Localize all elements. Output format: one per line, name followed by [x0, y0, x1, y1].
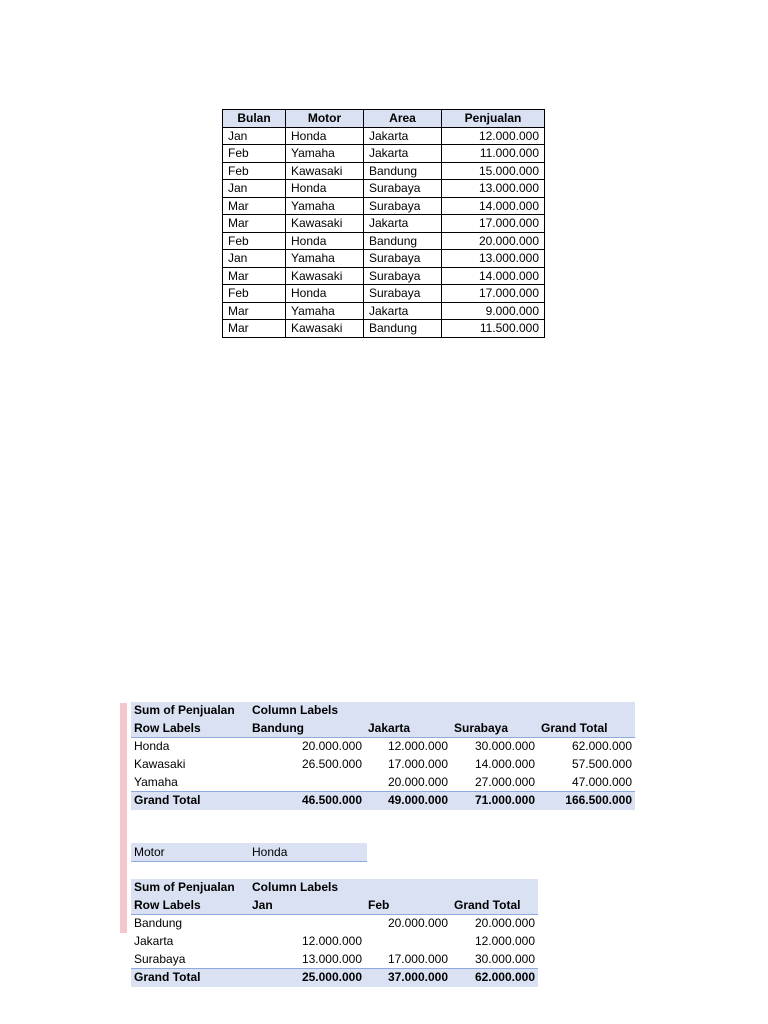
table-row	[223, 197, 545, 215]
cell-penjualan[interactable]: 17.000.000	[442, 215, 545, 233]
cell-penjualan[interactable]: 13.000.000	[442, 180, 545, 198]
pivot-value[interactable]: 20.000.000	[474, 916, 535, 931]
cell-penjualan[interactable]: 11.500.000	[442, 320, 545, 338]
pivot-table-area	[131, 702, 635, 810]
cell-motor[interactable]: Honda	[286, 232, 364, 250]
pivot-value[interactable]	[249, 915, 365, 933]
cell-area[interactable]: Surabaya	[364, 285, 442, 303]
pivot-header-row	[131, 879, 538, 897]
pivot-value[interactable]: 20.000.000	[387, 774, 448, 789]
pivot-total-value[interactable]: 166.500.000	[538, 791, 635, 809]
pivot-value[interactable]: 20.000.000	[301, 739, 362, 754]
cell-bulan[interactable]: Mar	[223, 302, 286, 320]
pivot-value[interactable]: 30.000.000	[474, 951, 535, 966]
header-bulan[interactable]: Bulan	[223, 110, 286, 128]
cell-area[interactable]: Surabaya	[364, 267, 442, 285]
cell-motor[interactable]: Yamaha	[286, 145, 364, 163]
cell-area[interactable]: Bandung	[364, 320, 442, 338]
pivot-row	[131, 950, 538, 968]
filter-value-dropdown[interactable]: Honda	[249, 843, 367, 862]
pivot-row-labels[interactable]: Row Labels	[131, 720, 249, 738]
cell-bulan[interactable]: Feb	[223, 285, 286, 303]
pivot-column-labels[interactable]: Column Labels	[249, 879, 365, 897]
pivot-header-row	[131, 702, 635, 720]
pivot-column-header-row	[131, 897, 538, 915]
cell-area[interactable]: Surabaya	[364, 180, 442, 198]
pivot-value[interactable]: 14.000.000	[474, 757, 535, 772]
cell-area[interactable]: Surabaya	[364, 197, 442, 215]
pivot-grand-total-row	[131, 791, 635, 809]
pivot-value[interactable]: 30.000.000	[474, 739, 535, 754]
cell-motor[interactable]: Kawasaki	[286, 162, 364, 180]
cell-penjualan[interactable]: 17.000.000	[442, 285, 545, 303]
pivot-row-label[interactable]: Kawasaki	[134, 757, 186, 772]
cell-area[interactable]: Surabaya	[364, 250, 442, 268]
pivot-row-label[interactable]: Yamaha	[134, 774, 178, 789]
pivot-value[interactable]: 17.000.000	[387, 951, 448, 966]
cell-penjualan[interactable]: 12.000.000	[442, 127, 545, 145]
pivot-row	[131, 738, 635, 756]
cell-motor[interactable]: Honda	[286, 127, 364, 145]
cell-penjualan[interactable]: 9.000.000	[442, 302, 545, 320]
table-row	[223, 180, 545, 198]
cell-bulan[interactable]: Feb	[223, 232, 286, 250]
pivot-row	[131, 933, 538, 951]
cell-penjualan[interactable]: 20.000.000	[442, 232, 545, 250]
pivot-value[interactable]: 12.000.000	[387, 739, 448, 754]
header-motor[interactable]: Motor	[286, 110, 364, 128]
pivot-empty-cell[interactable]	[538, 702, 635, 720]
cell-bulan[interactable]: Mar	[223, 267, 286, 285]
cell-penjualan[interactable]: 14.000.000	[442, 197, 545, 215]
pivot-total-value[interactable]: 46.500.000	[249, 791, 365, 809]
cell-area[interactable]: Jakarta	[364, 127, 442, 145]
pivot-column-labels[interactable]: Column Labels	[249, 702, 365, 720]
table-row	[223, 267, 545, 285]
pivot-table-month	[131, 879, 538, 987]
header-penjualan[interactable]: Penjualan	[442, 110, 545, 128]
cell-motor[interactable]: Yamaha	[286, 197, 364, 215]
table-row	[223, 302, 545, 320]
cell-motor[interactable]: Honda	[286, 180, 364, 198]
pivot-total-value[interactable]: 71.000.000	[451, 791, 538, 809]
pivot-col-jakarta[interactable]: Jakarta	[365, 720, 451, 738]
pivot-grand-total-row	[131, 968, 538, 986]
cell-area[interactable]: Jakarta	[364, 145, 442, 163]
pivot-empty-cell[interactable]	[365, 702, 451, 720]
cell-motor[interactable]: Kawasaki	[286, 267, 364, 285]
pivot-empty-cell[interactable]	[365, 879, 451, 897]
pivot-row-label[interactable]: Jakarta	[134, 934, 174, 949]
cell-bulan[interactable]: Mar	[223, 320, 286, 338]
pivot-grand-total-label[interactable]: Grand Total	[131, 791, 249, 809]
pivot-value-label[interactable]: Sum of Penjualan	[131, 879, 249, 897]
cell-area[interactable]: Bandung	[364, 232, 442, 250]
cell-area[interactable]: Jakarta	[364, 302, 442, 320]
pivot-value[interactable]: 26.500.000	[301, 757, 362, 772]
pivot-empty-cell[interactable]	[451, 702, 538, 720]
pivot-total-value[interactable]: 62.000.000	[451, 968, 538, 986]
cell-motor[interactable]: Yamaha	[286, 302, 364, 320]
pivot-total-value[interactable]: 25.000.000	[249, 968, 365, 986]
table-row	[223, 215, 545, 233]
cell-motor[interactable]: Kawasaki	[286, 215, 364, 233]
pivot-row	[131, 773, 635, 791]
cell-penjualan[interactable]: 11.000.000	[442, 145, 545, 163]
pivot-value[interactable]	[249, 773, 365, 791]
selection-marker	[120, 703, 127, 933]
pivot-value[interactable]: 17.000.000	[387, 757, 448, 772]
cell-motor[interactable]: Honda	[286, 285, 364, 303]
pivot-col-surabaya[interactable]: Surabaya	[451, 720, 538, 738]
source-header-row	[223, 110, 545, 128]
cell-bulan[interactable]: Feb	[223, 162, 286, 180]
table-row	[223, 145, 545, 163]
table-row	[223, 162, 545, 180]
table-row	[223, 285, 545, 303]
cell-motor[interactable]: Kawasaki	[286, 320, 364, 338]
pivot-col-grand-total[interactable]: Grand Total	[538, 720, 635, 738]
table-row	[223, 320, 545, 338]
pivot-row-label[interactable]: Bandung	[134, 916, 183, 931]
pivot-value[interactable]: 13.000.000	[301, 951, 362, 966]
cell-bulan[interactable]: Jan	[223, 250, 286, 268]
pivot-row-labels[interactable]: Row Labels	[131, 897, 249, 915]
cell-bulan[interactable]: Feb	[223, 145, 286, 163]
filter-row	[131, 843, 367, 862]
pivot-row-label[interactable]: Honda	[134, 739, 170, 754]
pivot-row	[131, 756, 635, 774]
pivot-value[interactable]: 57.500.000	[571, 757, 632, 772]
header-area[interactable]: Area	[364, 110, 442, 128]
pivot-value[interactable]: 47.000.000	[571, 774, 632, 789]
cell-penjualan[interactable]: 14.000.000	[442, 267, 545, 285]
pivot-col-jan[interactable]: Jan	[249, 897, 365, 915]
pivot-empty-cell[interactable]	[451, 879, 538, 897]
cell-penjualan[interactable]: 15.000.000	[442, 162, 545, 180]
pivot-row-label[interactable]: Surabaya	[134, 951, 186, 966]
table-row	[223, 232, 545, 250]
pivot-value[interactable]: 12.000.000	[301, 934, 362, 949]
cell-bulan[interactable]: Mar	[223, 197, 286, 215]
pivot-col-feb[interactable]: Feb	[365, 897, 451, 915]
pivot-column-header-row	[131, 720, 635, 738]
pivot-col-grand-total[interactable]: Grand Total	[451, 897, 538, 915]
pivot-col-bandung[interactable]: Bandung	[249, 720, 365, 738]
pivot-value[interactable]: 27.000.000	[474, 774, 535, 789]
pivot-total-value[interactable]: 37.000.000	[365, 968, 451, 986]
pivot-value[interactable]: 12.000.000	[474, 934, 535, 949]
source-data-table	[222, 109, 545, 338]
pivot-grand-total-label[interactable]: Grand Total	[131, 968, 249, 986]
cell-bulan[interactable]: Jan	[223, 127, 286, 145]
cell-motor[interactable]: Yamaha	[286, 250, 364, 268]
pivot-value-label[interactable]: Sum of Penjualan	[131, 702, 249, 720]
pivot-filter	[131, 843, 367, 862]
cell-penjualan[interactable]: 13.000.000	[442, 250, 545, 268]
pivot-value[interactable]: 62.000.000	[571, 739, 632, 754]
pivot-value[interactable]	[365, 933, 451, 951]
pivot-total-value[interactable]: 49.000.000	[365, 791, 451, 809]
cell-bulan[interactable]: Jan	[223, 180, 286, 198]
table-row	[223, 250, 545, 268]
pivot-value[interactable]: 20.000.000	[387, 916, 448, 931]
pivot-row	[131, 915, 538, 933]
cell-area[interactable]: Jakarta	[364, 215, 442, 233]
cell-area[interactable]: Bandung	[364, 162, 442, 180]
table-row	[223, 127, 545, 145]
filter-field-label: Motor	[131, 843, 249, 862]
cell-bulan[interactable]: Mar	[223, 215, 286, 233]
